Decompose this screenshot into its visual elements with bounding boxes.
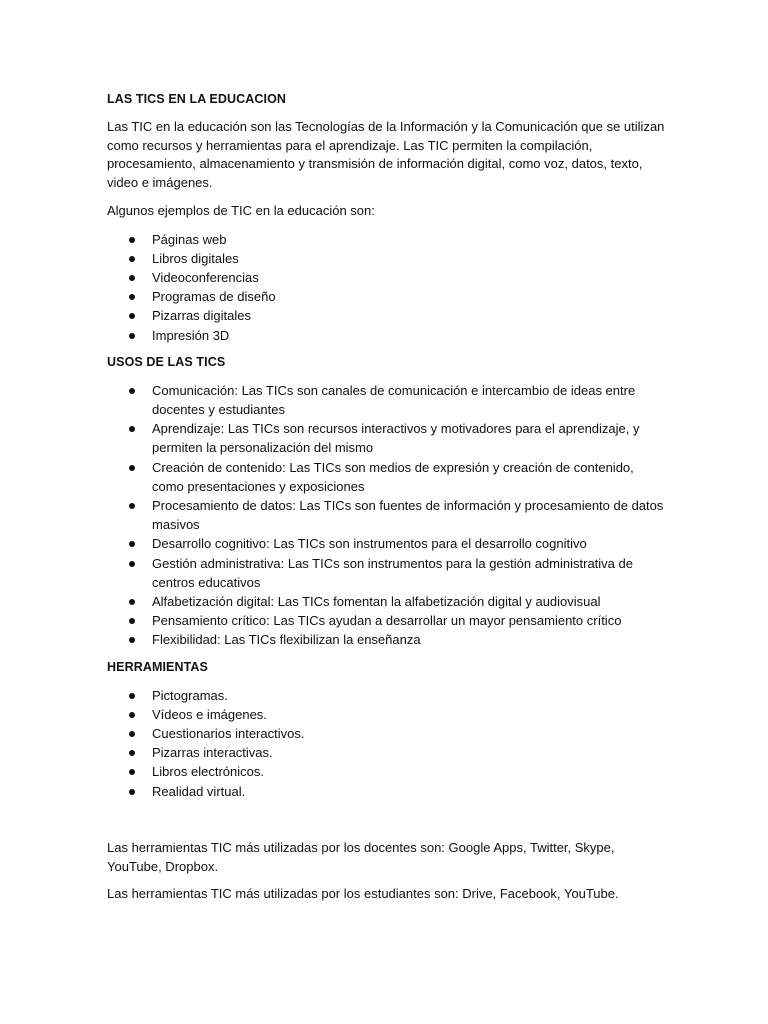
list-item [107, 230, 667, 249]
herramientas-list [107, 686, 667, 801]
list-item [107, 534, 667, 553]
herramientas-heading: HERRAMIENTAS [107, 659, 208, 674]
bullet-icon [129, 237, 135, 243]
bullet-icon [129, 599, 135, 605]
list-item-text: Alfabetización digital: Las TICs fomentan la alfabetización digital y audiovisual [152, 593, 601, 609]
bullet-icon [129, 275, 135, 281]
list-item [107, 381, 667, 419]
bullet-icon [129, 503, 135, 509]
list-item-text: Páginas web [152, 231, 227, 247]
examples-list [107, 230, 667, 345]
list-item-text: Impresión 3D [152, 327, 230, 343]
examples-lead: Algunos ejemplos de TIC en la educación son: [107, 202, 375, 218]
list-item [107, 705, 667, 724]
bullet-icon [129, 769, 135, 775]
list-item-text: Desarrollo cognitivo: Las TICs son instrumentos para el desarrollo cognitivo [152, 536, 587, 552]
list-item [107, 287, 667, 306]
list-item [107, 306, 667, 325]
blank-line [107, 809, 667, 839]
list-item [107, 630, 667, 649]
list-item-text: Cuestionarios interactivos. [152, 725, 305, 741]
list-item-text: Pensamiento crítico: Las TICs ayudan a desarrollar un mayor pensamiento crítico [152, 613, 622, 629]
list-item [107, 419, 667, 457]
bullet-icon [129, 731, 135, 737]
list-item-text: Pizarras digitales [152, 308, 251, 324]
list-item [107, 782, 667, 801]
bullet-icon [129, 618, 135, 624]
estudiantes-paragraph: Las herramientas TIC más utilizadas por los estudiantes son: Drive, Facebook, YouTube. [107, 886, 619, 902]
list-item-text: Pizarras interactivas. [152, 745, 273, 761]
bullet-icon [129, 750, 135, 756]
list-item-text: Vídeos e imágenes. [152, 706, 267, 722]
document-page [107, 90, 667, 913]
list-item [107, 268, 667, 287]
list-item-text: Flexibilidad: Las TICs flexibilizan la enseñanza [152, 632, 421, 648]
list-item-text: Programas de diseño [152, 289, 276, 305]
list-item [107, 724, 667, 743]
list-item [107, 326, 667, 345]
bullet-icon [129, 333, 135, 339]
list-item [107, 611, 667, 630]
bullet-icon [129, 541, 135, 547]
bullet-icon [129, 256, 135, 262]
list-item-text: Gestión administrativa: Las TICs son instrumentos para la gestión administrativa de centros educativos [152, 555, 633, 590]
bullet-icon [129, 313, 135, 319]
list-item [107, 496, 667, 534]
bullet-icon [129, 388, 135, 394]
bullet-icon [129, 294, 135, 300]
bullet-icon [129, 465, 135, 471]
list-item-text: Libros digitales [152, 250, 239, 266]
list-item [107, 458, 667, 496]
intro-paragraph: Las TIC en la educación son las Tecnologías de la Información y la Comunicación que se utilizan como recursos y herramientas para el aprendizaje. Las TIC permiten la compilación, procesamiento, almacenamiento y transmisión de información digital, como voz, datos, texto, video e imágenes. [107, 119, 665, 191]
docentes-paragraph: Las herramientas TIC más utilizadas por los docentes son: Google Apps, Twitter, Skype, YouTube, Dropbox. [107, 839, 615, 874]
list-item-text: Procesamiento de datos: Las TICs son fuentes de información y procesamiento de datos masivos [152, 497, 664, 533]
document-title: LAS TICS EN LA EDUCACION [107, 92, 287, 106]
list-item [107, 686, 667, 705]
list-item [107, 554, 667, 592]
list-item-text: Videoconferencias [152, 269, 259, 285]
bullet-icon [129, 637, 135, 643]
bullet-icon [129, 426, 135, 432]
bullet-icon [129, 712, 135, 718]
list-item [107, 249, 667, 268]
list-item-text: Libros electrónicos. [152, 764, 264, 780]
list-item-text: Comunicación: Las TICs son canales de comunicación e intercambio de ideas entre docentes y estudiantes [152, 382, 636, 417]
list-item [107, 743, 667, 762]
usos-heading: USOS DE LAS TICS [107, 354, 226, 369]
bullet-icon [129, 693, 135, 699]
list-item-text: Pictogramas. [152, 687, 228, 703]
list-item-text: Aprendizaje: Las TICs son recursos interactivos y motivadores para el aprendizaje, y permiten la personalización del mismo [152, 421, 640, 456]
bullet-icon [129, 789, 135, 795]
list-item [107, 762, 667, 781]
list-item-text: Realidad virtual. [152, 783, 246, 799]
usos-list [107, 381, 667, 650]
bullet-icon [129, 561, 135, 567]
list-item [107, 592, 667, 611]
list-item-text: Creación de contenido: Las TICs son medios de expresión y creación de contenido, como presentaciones y exposiciones [152, 459, 634, 494]
